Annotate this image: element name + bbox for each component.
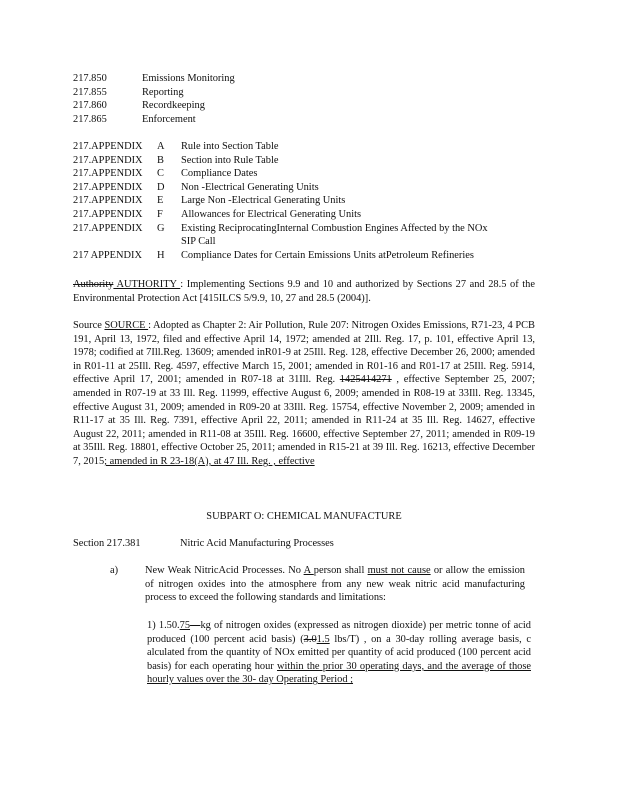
source-text-part1: : Adopted as Chapter 2: Air Pollution, Rule 207: Nitrogen Oxides Emissions, R71-23, 4 PCB 191, April 13, 1972, filed and effective April 14, 1972; amended at 2Ill. Reg. 17, p. 101, effective April 13, 1978; codified at 7Ill.Reg. 13609; amended inR01-9 at 25Ill. Reg. 128, effective December 26, 2000; amended in R01-11 at 25Ill. Reg. 4597, effective March 15, 2001; amended in R01-16 and R01-17 at 25Ill. Reg. 5914, effective April 17, 2001; amended in R07-18 at 31Ill. Reg. [73,320,535,386]
source-text-part2: , effective September 25, 2007; amended in R07-19 at 33 Ill. Reg. 11999, effective August 6, 2009; amended in R08-19 at 33Ill. Reg. 13345, effective August 31, 2009; amended in R09-20 at 33Ill. Reg. 15754, effective November 2, 2009; amended in R11-17 at 35 Ill. Reg. 7391, effective April 22, 2011; amended in R11-24 at 35 Ill. Reg. 14627, effective August 22, 2011; amended in R11-08 at 35Ill. Reg. 16600, effective September 27, 2011; amended in R09-19 at 35Ill. Reg. 18801, effective October 25, 2011; amended in R15-21 at 39 Ill. Reg. 16213, effective December 7, 2015 [73,374,535,467]
para-a-text3: or allow the emission of nitrogen oxides into the atmosphere from any new weak nitric acid manufacturing process to exceed the following standards and limitations: [145,565,525,604]
toc-title: Emissions Monitoring [142,73,235,84]
toc-row [73,154,535,168]
toc-appendix-list [73,140,535,262]
toc-letter: E [157,195,164,207]
toc-number: 217.APPENDIX [73,181,143,193]
authority-note [73,278,535,305]
toc-number [73,235,157,249]
toc-letter [157,235,181,249]
toc-row [73,181,535,195]
section-heading [73,537,535,551]
toc-title: Allowances for Electrical Generating Units [181,208,362,220]
toc-number: 217.APPENDIX [73,222,143,234]
toc-row [73,235,535,249]
toc-number: 217 APPENDIX [73,249,142,261]
toc-number: 217.APPENDIX [73,195,143,207]
toc-number: 217.865 [73,113,107,125]
subpart-heading [73,510,535,524]
source-lead: Source [73,320,105,331]
toc-row [73,86,535,100]
toc-title: Enforcement [142,113,196,125]
toc-letter: B [157,154,164,166]
toc-row [73,194,535,208]
section-title: Nitric Acid Manufacturing Processes [180,538,334,549]
toc-title: Existing ReciprocatingInternal Combustion Engines Affected by the NOx [181,222,488,234]
para-a-text1: New Weak NitricAcid Processes. No [145,565,304,576]
toc-letter: H [157,249,165,261]
toc-title: Large Non -Electrical Generating Units [181,195,346,207]
subpart-title: SUBPART O: CHEMICAL MANUFACTURE [206,511,402,522]
toc-letter: A [157,141,165,152]
toc-number: 217.APPENDIX [73,141,143,152]
authority-struck-label: Authority [73,279,114,290]
toc-letter: C [157,168,164,180]
para-1-insert-30-day: within the prior 30 operating days, and the average of those hourly values over the 30- day Operating Period ; [147,660,531,686]
para-a-insert-a: A [303,565,314,576]
section-number: Section 217.381 [73,538,141,549]
para-1-text3: lbs/T) , on a 30-day rolling average basis, c alculated from the quantity of NOx emitted per quantity of acid produced (100 percent acid basis) for each operating hour [147,633,531,672]
toc-row [73,208,535,222]
toc-number: 217.APPENDIX [73,154,143,166]
toc-row [73,99,535,113]
authority-label: AUTHORITY [113,279,181,290]
toc-letter: F [157,208,163,220]
toc-number: 217.APPENDIX [73,168,143,180]
toc-title: Reporting [142,86,184,98]
authority-text: : Implementing Sections 9.9 and 10 and authorized by Sections 27 and 28.5 of the Environmental Protection Act [415ILCS 5/9.9, 10, 27 and 28.5 (2004)]. [73,279,535,304]
toc-title: SIP Call [181,236,216,248]
toc-number: 217.855 [73,86,107,98]
toc-letter: D [157,181,165,193]
toc-number: 217.860 [73,100,107,112]
toc-title: Compliance Dates [181,168,258,180]
toc-title: Section into Rule Table [181,154,279,166]
toc-title: Recordkeeping [142,100,205,112]
para-a-marker: a) [110,565,119,576]
para-1-insert-1.5: 1.5 [316,633,330,645]
toc-letter: G [157,222,165,234]
toc-row [73,113,535,127]
para-1-struck-dash: — [190,620,201,631]
toc-title: Rule into Section Table [181,141,279,152]
para-a [145,564,525,605]
toc-row [73,140,535,154]
toc-title: Non -Electrical Generating Units [181,181,319,193]
toc-row [73,222,535,236]
para-1-text1: 1) 1.50. [147,620,180,631]
toc-number: 217.APPENDIX [73,208,143,220]
source-amendment-tail: ; amended in R 23-18(A), at 47 Ill. Reg. , effective [104,455,315,467]
para-1-insert-75: 75 [179,620,191,631]
source-note [73,319,535,469]
source-label: SOURCE [104,320,149,331]
para-1-text2: kg of nitrogen oxides (expressed as nitrogen dioxide) per metric tonne of acid produced (100 percent acid basis) ( [147,620,531,645]
toc-number: 217.850 [73,73,107,84]
para-1-struck-3.0: 3.0 [303,633,317,645]
para-a-insert-must-not: must not cause [367,565,431,576]
para-a-text2: person shall [313,565,368,576]
para-1 [147,619,531,687]
toc-section-list [73,72,535,126]
toc-title: Compliance Dates for Certain Emissions Units atPetroleum Refineries [181,249,474,261]
toc-row [73,72,535,86]
source-struck-number: 1425414271 [339,374,392,386]
toc-row [73,249,535,263]
toc-row [73,167,535,181]
